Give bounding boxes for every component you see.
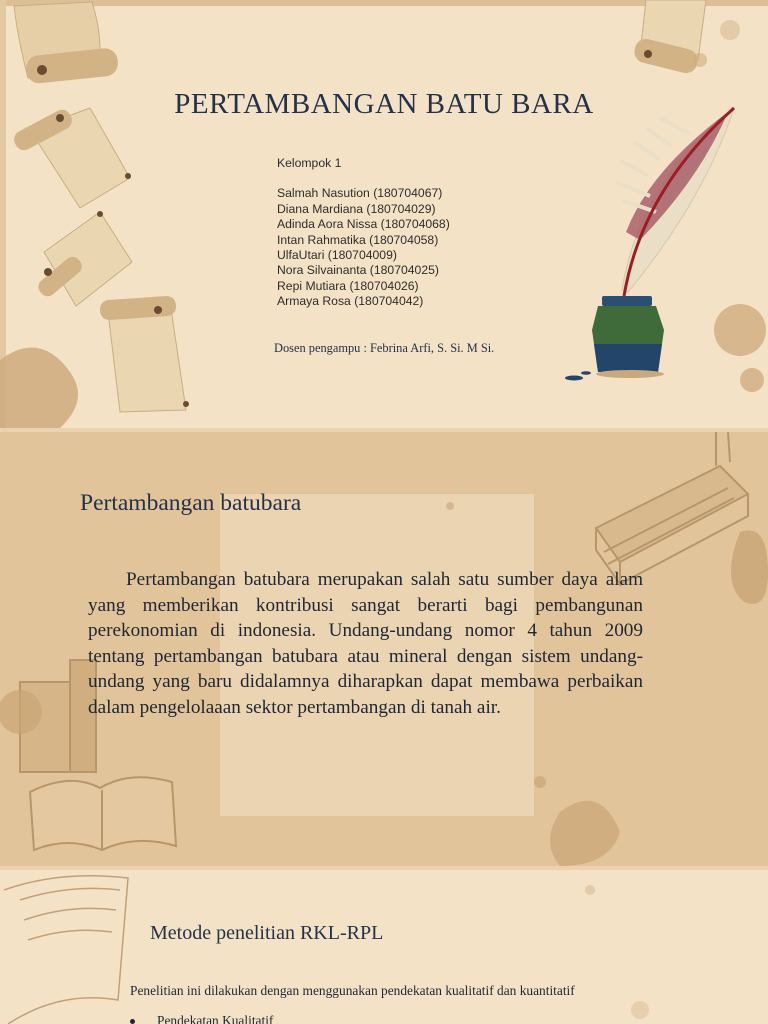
ink-stain bbox=[0, 690, 42, 734]
member-item: Adinda Aora Nissa (180704068) bbox=[277, 217, 450, 232]
member-item: Repi Mutiara (180704026) bbox=[277, 278, 419, 293]
member-item: Nora Silvainanta (180704025) bbox=[277, 263, 439, 278]
member-item: Diana Mardiana (180704029) bbox=[277, 201, 436, 216]
member-item: Salmah Nasution (180704067) bbox=[277, 186, 443, 201]
book-icon bbox=[596, 432, 748, 584]
vintage-decoration bbox=[0, 870, 768, 1024]
ink-stain bbox=[0, 348, 78, 429]
member-list bbox=[277, 156, 450, 310]
scroll-icon bbox=[99, 295, 189, 412]
slide-2 bbox=[0, 432, 768, 866]
scroll-icon bbox=[14, 2, 119, 85]
scroll-icon bbox=[11, 107, 131, 208]
body-paragraph: Pertambangan batubara merupakan salah satu sumber daya alam yang memberikan kontribusi sangat berarti bagi pembangunan perekonomian di indonesia. Undang-undang nomor 4 tahun 2009 tentang pertambangan batubara atau mineral dengan sistem undang-undang yang baru didalamnya diharapkan dapat membawa perbaikan dalam pengelolaaan sektor pertambangan di tanah air. bbox=[88, 569, 643, 718]
body-paragraph: Penelitian ini dilakukan dengan menggunakan pendekatan kualitatif dan kuantitatif bbox=[130, 983, 575, 998]
member-item: Intan Rahmatika (180704058) bbox=[277, 232, 439, 247]
bullet-text: Pendekatan Kualitatif bbox=[157, 1013, 274, 1024]
scroll-icon bbox=[35, 211, 132, 306]
lecturer-text: Dosen pengampu : Febrina Arfi, S. Si. M Si. bbox=[274, 341, 495, 355]
slide-title: PERTAMBANGAN BATU BARA bbox=[174, 88, 594, 120]
slide-title: Pertambangan batubara bbox=[80, 490, 302, 516]
bullet-item bbox=[130, 1013, 273, 1024]
quill-pen-icon bbox=[616, 108, 734, 296]
slide-1 bbox=[0, 0, 768, 428]
member-item: Armaya Rosa (180704042) bbox=[277, 294, 424, 309]
slide-3 bbox=[0, 870, 768, 1024]
group-label: Kelompok 1 bbox=[277, 156, 342, 170]
open-book-icon bbox=[4, 876, 128, 1024]
member-item: UlfaUtari (180704009) bbox=[277, 248, 397, 263]
bullet-dot-icon bbox=[130, 1019, 135, 1024]
ink-stain bbox=[731, 530, 768, 604]
slide-title: Metode penelitian RKL-RPL bbox=[150, 922, 384, 944]
ink-stain bbox=[550, 801, 620, 866]
ink-bottle-icon bbox=[565, 296, 664, 381]
ink-stain bbox=[714, 304, 766, 356]
